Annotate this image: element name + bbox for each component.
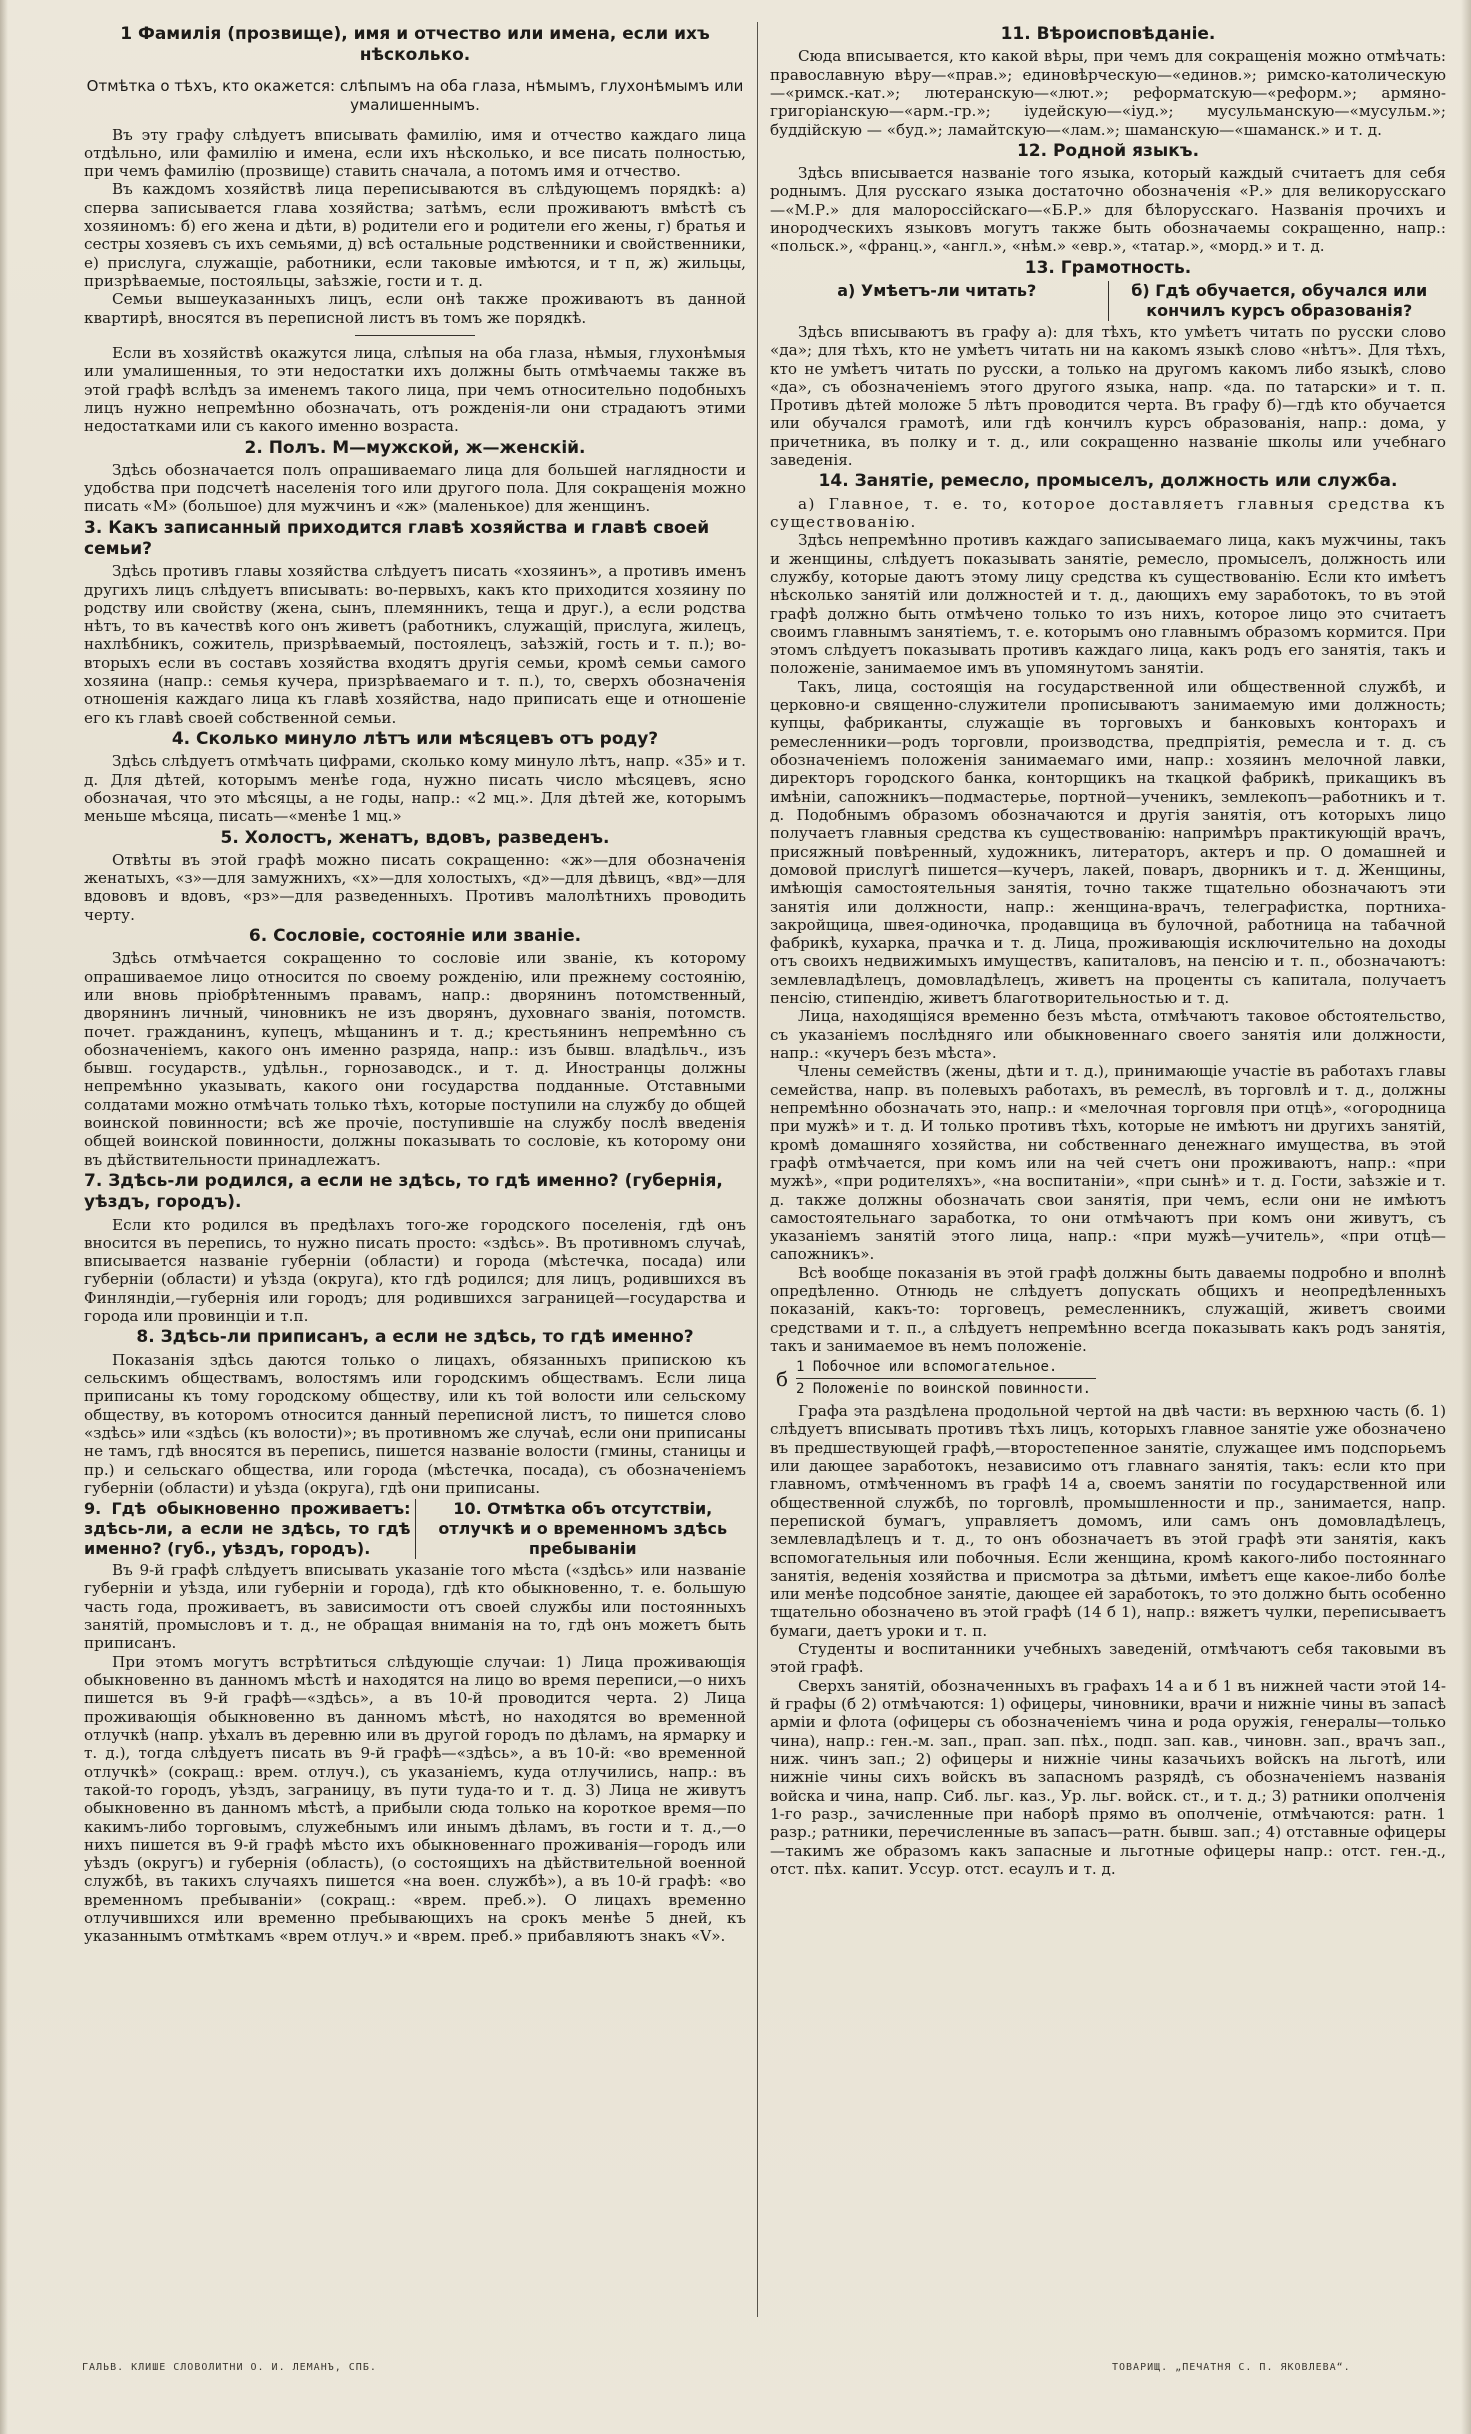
section-7-title: 7. Здѣсь-ли родился, а если не здѣсь, то гдѣ именно? (губернія, уѣздъ, городъ). xyxy=(84,1171,723,1213)
column-rule xyxy=(757,22,758,2317)
section-14-paragraph: Члены семействъ (жены, дѣти и т. д.), принимающіе участіе въ работахъ главы семейства, напр. въ полевыхъ работахъ, въ ремеслѣ, въ торговлѣ и т. д., должны непремѣнно обозначать это, напр.: и «мелочная торговля при отцѣ», «огородница при мужѣ» и т. д. И только противъ тѣхъ, которые не имѣютъ ни другихъ занятій, кромѣ домашняго хозяйства, ни собственнаго денежнаго имущества, въ этой графѣ отмѣчается, при комъ или на чей счетъ они проживаютъ, напр.: «при мужѣ», «при родителяхъ», «на воспитаніи», «при сынѣ» и т. д. Гости, заѣзжіе и т. д. также должны обозначать свои занятія, при чемъ, если они не имѣютъ самостоятельнаго заработка, то они отмѣчаютъ при комъ они живутъ, съ указаніемъ занятій этого лица, напр.: «при мужѣ—учитель», «при отцѣ—сапожникъ». xyxy=(770,1062,1446,1264)
printer-credit-right: ТОВАРИЩ. „ПЕЧАТНЯ С. П. ЯКОВЛЕВА“. xyxy=(1112,2362,1351,2373)
section-14-b-header xyxy=(776,1359,1446,1398)
section-1-title: 1 Фамилія (прозвище), имя и отчество или имена, если ихъ нѣсколько. xyxy=(120,24,710,66)
section-14-b-letter: б xyxy=(776,1366,789,1391)
section-6-title: 6. Сословіе, состояніе или званіе. xyxy=(248,926,582,946)
section-14-paragraph: Сверхъ занятій, обозначенныхъ въ графахъ 14 а и б 1 въ нижней части этой 14-й графы (б 2) отмѣчаются: 1) офицеры, чиновники, врачи и нижніе чины въ запасѣ арміи и флота (офицеры съ обозначеніемъ чина и рода оружія, генералы—только чина), напр.: ген.-м. зап., прап. зап. пѣх., подп. зап. кав., чиновн. зап., врачъ зап., ниж. чинъ зап.; 2) офицеры и нижніе чины казачьихъ войскъ на льготѣ, или нижніе чины сихъ войскъ въ запасномъ разрядѣ, съ обозначеніемъ названія войска и чина, напр. Сиб. льг. каз., Ур. льг. войск. ст., и т. д.; 3) ратники ополченія 1-го разр., зачисленные при наборѣ прямо въ ополченіе, отмѣчаются: ратн. 1 разр.; ратники, перечисленные въ запасъ—ратн. бывш. зап.; 4) отставные офицеры—такимъ же образомъ какъ запасные и льготные офицеры напр.: отст. ген.-д., отст. пѣх. капит. Уссур. отст. есаулъ и т. д. xyxy=(770,1676,1446,1878)
section-14-paragraph: Графа эта раздѣлена продольной чертой на двѣ части: въ верхнюю часть (б. 1) слѣдуетъ вписывать противъ тѣхъ лицъ, которыхъ главное занятіе уже обозначено въ предшествующей графѣ,—второстепенное занятіе, служащее имъ подспорьемъ или дающее заработокъ, независимо отъ главнаго занятія, такъ: если кто при главномъ, отмѣченномъ въ графѣ 14 а, своемъ занятіи по государственной или общественной службѣ, по торговлѣ, промышленности и пр., занимается, напр. перепиской бумагъ, управляетъ домомъ, или самъ онъ домовладѣлецъ, землевладѣлецъ и т. д., то онъ обозначаетъ въ этой графѣ эти занятія, какъ вспомогательныя или побочныя. Если женщина, кромѣ какого-либо постояннаго занятія, веденія хозяйства и присмотра за дѣтьми, имѣетъ еще какое-либо болѣе или менѣе подсобное занятіе, дающее ей заработокъ, то это должно быть особенно тщательно обозначено въ этой графѣ (14 б 1), напр.: вяжетъ чулки, переписываетъ бумаги, даетъ уроки и т. п. xyxy=(770,1402,1446,1640)
section-1-subtitle: Отмѣтка о тѣхъ, кто окажется: слѣпымъ на оба глаза, нѣмымъ, глухонѣмымъ или умалишеннымъ. xyxy=(86,76,744,114)
section-14-paragraph: Такъ, лица, состоящія на государственной или общественной службѣ, и церковно-и священно-служители прописываютъ занимаемую ими должность; купцы, фабриканты, служащіе въ торговыхъ и банковыхъ конторахъ и ремесленники—родъ торговли, производства, предпріятія, ремесла и т. д. съ обозначеніемъ положенія занимаемаго ими, напр.: хозяинъ мелочной лавки, директоръ городского банка, конторщикъ на ткацкой фабрикѣ, прикащикъ въ имѣніи, сапожникъ—подмастерье, портной—ученикъ, землекопъ—работникъ и т. д. Подобнымъ образомъ обозначаются и другія занятія, отъ которыхъ лицо получаетъ главныя средства къ существованію: напримѣръ практикующій врачъ, присяжный повѣренный, художникъ, литераторъ, актеръ и пр. О домашней и домовой прислугѣ пишется—кучеръ, лакей, поваръ, дворникъ и т. д. Женщины, имѣющія самостоятельныя занятія, точно также тщательно обозначаютъ эти занятія или должности, напр.: женщина-врачъ, телеграфистка, портниха-закройщица, швея-одиночка, продавщица въ булочной, работница на табачной фабрикѣ, кухарка, прачка и т. д. Лица, проживающія исключительно на доходы отъ своихъ недвижимыхъ имуществъ, капиталовъ, на пенсію и т. п., обозначаютъ: землевладѣлецъ, домовладѣлецъ, живетъ на проценты съ капитала, получаетъ пенсію, стипендію, живетъ благотворительностью и т. д. xyxy=(770,677,1446,1008)
section-5-paragraph: Отвѣты въ этой графѣ можно писать сокращенно: «ж»—для обозначенія женатыхъ, «з»—для замужнихъ, «х»—для холостыхъ, «д»—для дѣвицъ, «вд»—для вдововъ и вдовъ, «рз»—для разведенныхъ. Противъ малолѣтнихъ проводить черту. xyxy=(84,850,746,924)
section-13-title: 13. Грамотность. xyxy=(1024,257,1192,278)
section-14-paragraph: Студенты и воспитанники учебныхъ заведеній, отмѣчаютъ себя таковыми въ этой графѣ. xyxy=(770,1640,1446,1677)
section-3-paragraph: Здѣсь противъ главы хозяйства слѣдуетъ писать «хозяинъ», а противъ именъ другихъ лицъ слѣдуетъ вписывать: во-первыхъ, какъ кто приходится хозяину по родству или свойству (жена, сынъ, племянникъ, теща и друг.), а если родства нѣтъ, то въ качествѣ кого онъ живетъ (работникъ, служащій, прислуга, жилецъ, нахлѣбникъ, сожитель, призрѣваемый, постоялецъ, заѣзжій, гость и т. п.); во-вторыхъ если въ составъ хозяйства входятъ другія семьи, кромѣ семьи самого хозяина (напр.: семья кучера, призрѣваемаго и т. п.), то, сверхъ обозначенія отношенія каждаго лица къ главѣ хозяйства, надо приписать еще и отношеніе его къ главѣ своей собственной семьи. xyxy=(84,562,746,727)
section-13-a: а) Умѣетъ-ли читать? xyxy=(837,280,1037,300)
section-14-a: а) Главное, т. е. то, которое доставляетъ главныя средства къ существованію. xyxy=(770,494,1446,531)
printer-credit-left: ГАЛЬВ. КЛИШЕ СЛОВОЛИТНИ О. И. ЛЕМАНЪ, СПБ. xyxy=(82,2362,377,2373)
section-9-paragraph: Въ 9-й графѣ слѣдуетъ вписывать указаніе того мѣста («здѣсь» или названіе губерніи и уѣзда, или губерніи и города), гдѣ кто обыкновенно, т. е. большую часть года, проживаетъ, въ зависимости отъ своей службы или постоянныхъ занятій, промысловъ и т. д., не обращая вниманія на то, гдѣ онъ можетъ быть приписанъ. xyxy=(84,1561,746,1653)
section-1-paragraph: Въ эту графу слѣдуетъ вписывать фамилію, имя и отчество каждаго лица отдѣльно, или фамилію и имена, если ихъ нѣсколько, и все писать полностью, при чемъ фамилію (прозвище) ставить сначала, а потомъ имя и отчество. xyxy=(84,125,746,181)
section-14-paragraph: Лица, находящіяся временно безъ мѣста, отмѣчаютъ таковое обстоятельство, съ указаніемъ послѣдняго или обыкновеннаго своего занятія или должности, напр.: «кучеръ безъ мѣста». xyxy=(770,1007,1446,1062)
section-2-paragraph: Здѣсь обозначается полъ опрашиваемаго лица для большей наглядности и удобства при подсчетѣ населенія того или другого пола. Для сокращенія можно писать «М» (большое) для мужчинъ и «ж» (маленькое) для женщинъ. xyxy=(84,460,746,516)
section-7-paragraph: Если кто родился въ предѣлахъ того-же городского поселенія, гдѣ онъ вносится въ перепись, то нужно писать просто: «здѣсь». Въ противномъ случаѣ, вписывается названіе губерніи (области) и города (мѣстечка, посада) или губерніи (области) и уѣзда (округа), кто гдѣ родился; для лицъ, родившихся въ Финляндіи,—губернія или городъ; для родившихся заграницей—государства и города или провинціи и т.п. xyxy=(84,1215,746,1326)
section-14-paragraph: Здѣсь непремѣнно противъ каждаго записываемаго лица, какъ мужчины, такъ и женщины, слѣдуетъ показывать занятіе, ремесло, промыселъ, должность или службу, которые даютъ этому лицу средства къ существованію. Если кто имѣетъ нѣсколько занятій или должностей и т. д., дающихъ ему заработокъ, то въ этой графѣ должно быть отмѣчено только то изъ нихъ, которое лицо это считаетъ своимъ главнымъ занятіемъ, т. е. которымъ оно главнымъ образомъ кормится. При этомъ слѣдуетъ показывать противъ каждаго лица, какъ родъ его занятія, такъ и положеніе, занимаемое имъ въ упомянутомъ занятіи. xyxy=(770,531,1446,678)
section-4-paragraph: Здѣсь слѣдуетъ отмѣчать цифрами, сколько кому минуло лѣтъ, напр. «35» и т. д. Для дѣтей, которымъ менѣе года, нужно писать число мѣсяцевъ, ясно обозначая, что это мѣсяцы, а не годы, напр.: «2 мц.». Для дѣтей же, которымъ меньше мѣсяца, писать—«менѣе 1 мц.» xyxy=(84,752,746,826)
section-9-title: 9. Гдѣ обыкновенно проживаетъ: здѣсь-ли, а если не здѣсь, то гдѣ именно? (губ., уѣздъ, городъ). xyxy=(84,1499,411,1559)
right-column xyxy=(770,22,1446,2322)
section-6-paragraph: Здѣсь отмѣчается сокращенно то сословіе или званіе, къ которому опрашиваемое лицо относится по своему рожденію, или прежнему состоянію, или вновь пріобрѣтеннымъ правамъ, напр.: дворянинъ потомственный, дворянинъ личный, чиновникъ не изъ дворянъ, духовнаго званія, потомств. почет. гражданинъ, купецъ, мѣщанинъ и т. д.; крестьянинъ непремѣнно съ обозначеніемъ, какого онъ именно разряда, напр.: изъ бывш. владѣльч., изъ бывш. государств., удѣльн., горнозаводск., и т. д. Иностранцы должны непремѣнно указывать, какого они государства подданные. Отставными солдатами можно отмѣчать только тѣхъ, которые поступили на службу до общей воинской повинности; всѣ же прочіе, поступившіе на службу послѣ введенія общей воинской повинности, должны показывать то сословіе, къ которому они въ дѣйствительности принадлежатъ. xyxy=(84,949,746,1169)
section-14-paragraph: Всѣ вообще показанія въ этой графѣ должны быть даваемы подробно и вполнѣ опредѣленно. Отнюдь не слѣдуетъ допускать общихъ и неопредѣленныхъ показаній, какъ-то: торговецъ, ремесленникъ, служащій, живетъ своими средствами и т. п., а слѣдуетъ непремѣнно всегда показывать какъ родъ занятія, такъ и занимаемое въ немъ положеніе. xyxy=(770,1263,1446,1355)
divider xyxy=(355,335,475,336)
column-divider xyxy=(1108,281,1109,321)
left-column xyxy=(84,22,746,2322)
section-1-paragraph: Семьи вышеуказанныхъ лицъ, если онѣ также проживаютъ въ данной квартирѣ, вносятся въ переписной листъ въ томъ же порядкѣ. xyxy=(84,290,746,327)
section-11-paragraph: Сюда вписывается, кто какой вѣры, при чемъ для сокращенія можно отмѣчать: православную вѣру—«прав.»; единовѣрческую—«единов.»; римско-католическую—«римск.-кат.»; лютеранскую—«лют.»; реформатскую—«реформ.»; армяно-григоріанскую—«арм.-гр.»; іудейскую—«іуд.»; мусульманскую—«мусульм.»; буддійскую — «буд.»; ламайтскую—«лам.»; шаманскую—«шаманск.» и т. д. xyxy=(770,47,1446,139)
section-3-title: 3. Какъ записанный приходится главѣ хозяйства и главѣ своей семьи? xyxy=(84,517,710,559)
section-10-title: 10. Отмѣтка объ отсутствіи, отлучкѣ и о временномъ здѣсь пребываніи xyxy=(438,1499,728,1559)
section-9-10-header xyxy=(84,1499,746,1559)
section-14-title: 14. Занятіе, ремесло, промыселъ, должность или служба. xyxy=(818,471,1398,492)
section-1-paragraph: Если въ хозяйствѣ окажутся лица, слѣпыя на оба глаза, нѣмыя, глухонѣмыя или умалишенныя, то эти недостатки ихъ должны быть отмѣчаемы также въ этой графѣ вслѣдъ за именемъ такого лица, при чемъ относительно подобныхъ лицъ нужно непремѣнно обозначать, отъ рожденія-ли они страдаютъ этими недостатками или съ какого именно возраста. xyxy=(84,343,746,436)
section-12-paragraph: Здѣсь вписывается названіе того языка, который каждый считаетъ для себя роднымъ. Для русскаго языка достаточно обозначенія «Р.» для великорусскаго—«М.Р.» для малороссійскаго—«Б.Р.» для бѣлорусскаго. Названія прочихъ и инородческихъ языковъ могутъ также быть обозначаемы сокращенно, напр.: «польск.», «франц.», «англ.», «нѣм.» «евр.», «татар.», «морд.» и т. д. xyxy=(770,164,1446,256)
section-12-title: 12. Родной языкъ. xyxy=(1016,140,1200,161)
section-9-paragraph: При этомъ могутъ встрѣтиться слѣдующіе случаи: 1) Лица проживающія обыкновенно въ данномъ мѣстѣ и находятся на лицо во время переписи,—о нихъ пишется въ 9-й графѣ—«здѣсь», а въ 10-й проводится черта. 2) Лица проживающія обыкновенно въ данномъ мѣстѣ, но находятся во временной отлучкѣ (напр. уѣхалъ въ деревню или въ другой городъ по дѣламъ, на ярмарку и т. д.), тогда слѣдуетъ писать въ 9-й графѣ—«здѣсь», а въ 10-й: «во временной отлучкѣ» (сокращ.: врем. отлуч.), съ указаніемъ, куда отлучились, напр.: въ такой-то городъ, уѣздъ, заграницу, въ пути туда-то и т. д. 3) Лица не живутъ обыкновенно въ данномъ мѣстѣ, а прибыли сюда только на короткое время—по какимъ-либо торговымъ, служебнымъ или инымъ дѣламъ, въ гости и т. д.,—о нихъ пишется въ 9-й графѣ мѣсто ихъ обыкновеннаго проживанія—городъ или уѣздъ (округъ) и губернія (область), (о состоящихъ на дѣйствительной военной службѣ, въ такихъ случаяхъ пишется «на воен. службѣ»), а въ 10-й графѣ: «во временномъ пребываніи» (сокращ.: «врем. преб.»). О лицахъ временно отлучившихся или временно пребывающихъ на срокъ менѣе 5 дней, къ указаннымъ отмѣткамъ «врем отлуч.» и «врем. преб.» прибавляютъ знакъ «V». xyxy=(84,1652,746,1946)
section-14-b2: 2 Положеніе по воинской повинности. xyxy=(796,1381,1092,1398)
section-4-title: 4. Сколько минуло лѣтъ или мѣсяцевъ отъ роду? xyxy=(171,729,659,749)
section-13-subheader xyxy=(770,281,1446,321)
section-13-b: б) Гдѣ обучается, обучался или кончилъ курсъ образованія? xyxy=(1131,280,1428,320)
section-8-title: 8. Здѣсь-ли приписанъ, а если не здѣсь, то гдѣ именно? xyxy=(136,1327,694,1348)
section-13-paragraph: Здѣсь вписываютъ въ графу а): для тѣхъ, кто умѣетъ читать по русски слово «да»; для тѣхъ, кто не умѣетъ читать ни на какомъ языкѣ слово «нѣтъ». Для тѣхъ, кто не умѣетъ читать по русски, а только на другомъ какомъ либо языкѣ, слово «да», съ обозначеніемъ этого другого языка, напр. «да. по татарски» и т. п. Противъ дѣтей моложе 5 лѣтъ проводится черта. Въ графу б)—гдѣ кто обучается или обучался грамотѣ, или гдѣ кончилъ курсъ образованія, напр.: дома, у причетника, въ полку и т. д., или сокращенно названіе школы или учебнаго заведенія. xyxy=(770,322,1446,470)
section-1-paragraph: Въ каждомъ хозяйствѣ лица переписываются въ слѣдующемъ порядкѣ: а) сперва записывается глава хозяйства; затѣмъ, если проживаютъ вмѣстѣ съ хозяиномъ: б) его жена и дѣти, в) родители его и родители его жены, г) братья и сестры хозяевъ съ ихъ семьями, д) всѣ остальные родственники и свойственники, е) прислуга, служащіе, работники, если таковые имѣются, и т п, ж) жильцы, призрѣваемые, постояльцы, заѣзжіе, гости и т. д. xyxy=(84,180,746,290)
section-11-title: 11. Вѣроисповѣданіе. xyxy=(1000,24,1216,44)
section-14-b1: 1 Побочное или вспомогательное. xyxy=(796,1359,1058,1376)
section-8-paragraph: Показанія здѣсь даются только о лицахъ, обязанныхъ припискою къ сельскимъ обществамъ, волостямъ или городскимъ обществамъ. Если лица приписаны къ тому городскому обществу, или къ той волости или сельскому обществу, въ которомъ относится данный переписной листъ, то пишется слово «здѣсь» или «здѣсь (къ волости)»; въ противномъ же случаѣ, если они приписаны не тамъ, гдѣ вносятся въ перепись, пишется названіе волости (гмины, станицы и пр.) и сельскаго общества, или города (мѣстечка, посада), съ обозначеніемъ губерніи (области) и уѣзда (округа), гдѣ они приписаны. xyxy=(84,1350,746,1497)
section-5-title: 5. Холостъ, женатъ, вдовъ, разведенъ. xyxy=(220,827,610,848)
section-2-title: 2. Полъ. М—мужской, ж—женскій. xyxy=(244,437,586,458)
column-divider xyxy=(415,1499,416,1559)
